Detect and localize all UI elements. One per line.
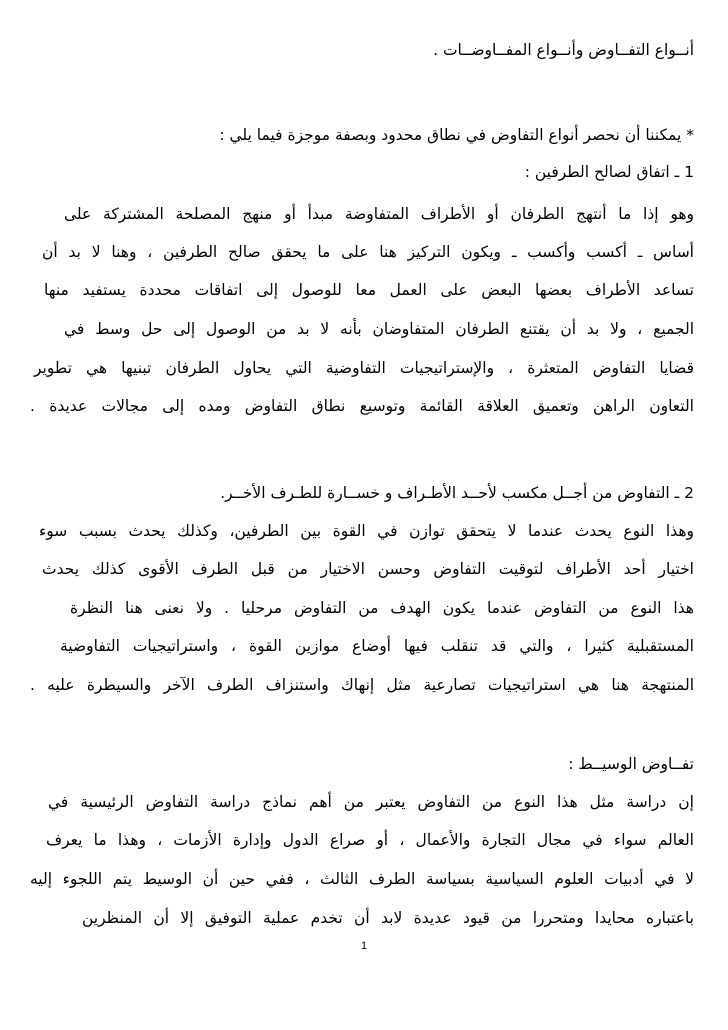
page-number: 1 — [360, 940, 368, 952]
document-title: أنــواع التفــاوض وأنــواع المفــاوضــات . — [433, 41, 694, 59]
section-2-line: المنتهجة هنا هي استراتيجيات تصارعية مثل إنهاك واستنزاف الطرف الآخر والسيطرة عليه . — [30, 676, 694, 694]
intro-paragraph: * يمكننا أن نحصر أنواع التفاوض في نطاق محدود وبصفة موجزة فيما يلي : — [219, 126, 694, 144]
section-1-line: تساعد الأطراف بعضها البعض على العمل معا للوصول إلى اتفاقات محددة يستفيد منها — [44, 281, 694, 299]
section-3-line: العالم سواء في مجال التجارة والأعمال ، أو صراع الدول وإدارة الأزمات ، وهذا ما يعرف — [46, 831, 694, 849]
section-3-line: إن دراسة مثل هذا النوع من التفاوض يعتبر من أهم نماذج دراسة التفاوض الرئيسية في — [48, 793, 694, 811]
section-2-line: هذا النوع من التفاوض عندما يكون الهدف من التفاوض مرحليا . ولا نعنى هنا النظرة — [70, 599, 694, 617]
section-1-line: وهو إذا ما أنتهج الطرفان أو الأطراف المتفاوضة مبدأ أو منهج المصلحة المشتركة على — [64, 205, 694, 223]
section-3-line: باعتباره محايدا ومتحررا من قيود عديدة لابد أن تخدم عملية التوفيق إلا أن المنظرين — [82, 909, 694, 927]
section-1-line: التعاون الراهن وتعميق العلاقة القائمة وتوسيع نطاق التفاوض ومده إلى مجالات عديدة . — [30, 397, 694, 415]
section-3-line: لا في أدبيات العلوم السياسية بسياسة الطرف الثالث ، ففي حين أن الوسيط يتم اللجوء إليه — [30, 870, 694, 888]
section-2-line: وهذا النوع يحدث عندما لا يتحقق توازن في القوة بين الطرفين، وكذلك يحدث بسبب سوء — [39, 522, 694, 540]
section-1-line: أساس ـ أكسب وأكسب ـ ويكون التركيز هنا على ما يحقق صالح الطرفين ، وهنا لا بد أن — [42, 243, 694, 261]
section-1-heading: 1 ـ اتفاق لصالح الطرفين : — [524, 163, 694, 181]
section-2-line: المستقبلية كثيرا ، والتي قد تنقلب فيها أوضاع موازين القوة ، واستراتيجيات التفاوضية — [60, 637, 694, 655]
section-2-heading: 2 ـ التفاوض من أجــل مكسب لأحــد الأطـراف و خســارة للطـرف الأخــر. — [220, 484, 694, 502]
section-1-line: قضايا التفاوض المتعثرة ، والإستراتيجيات التفاوضية التي يحاول الطرفان تبنيها هي تطوير — [34, 359, 694, 377]
section-2-line: اختيار أحد الأطراف لتوقيت التفاوض وحسن الاختيار من قبل الطرف الأقوى كذلك يحدث — [42, 560, 694, 578]
section-3-heading: تفــاوض الوسيــط : — [568, 755, 694, 773]
section-1-line: الجميع ، ولا بد أن يقتنع الطرفان المتفاوضان بأنه لا بد من الوصول إلى حل وسط في — [64, 320, 694, 338]
